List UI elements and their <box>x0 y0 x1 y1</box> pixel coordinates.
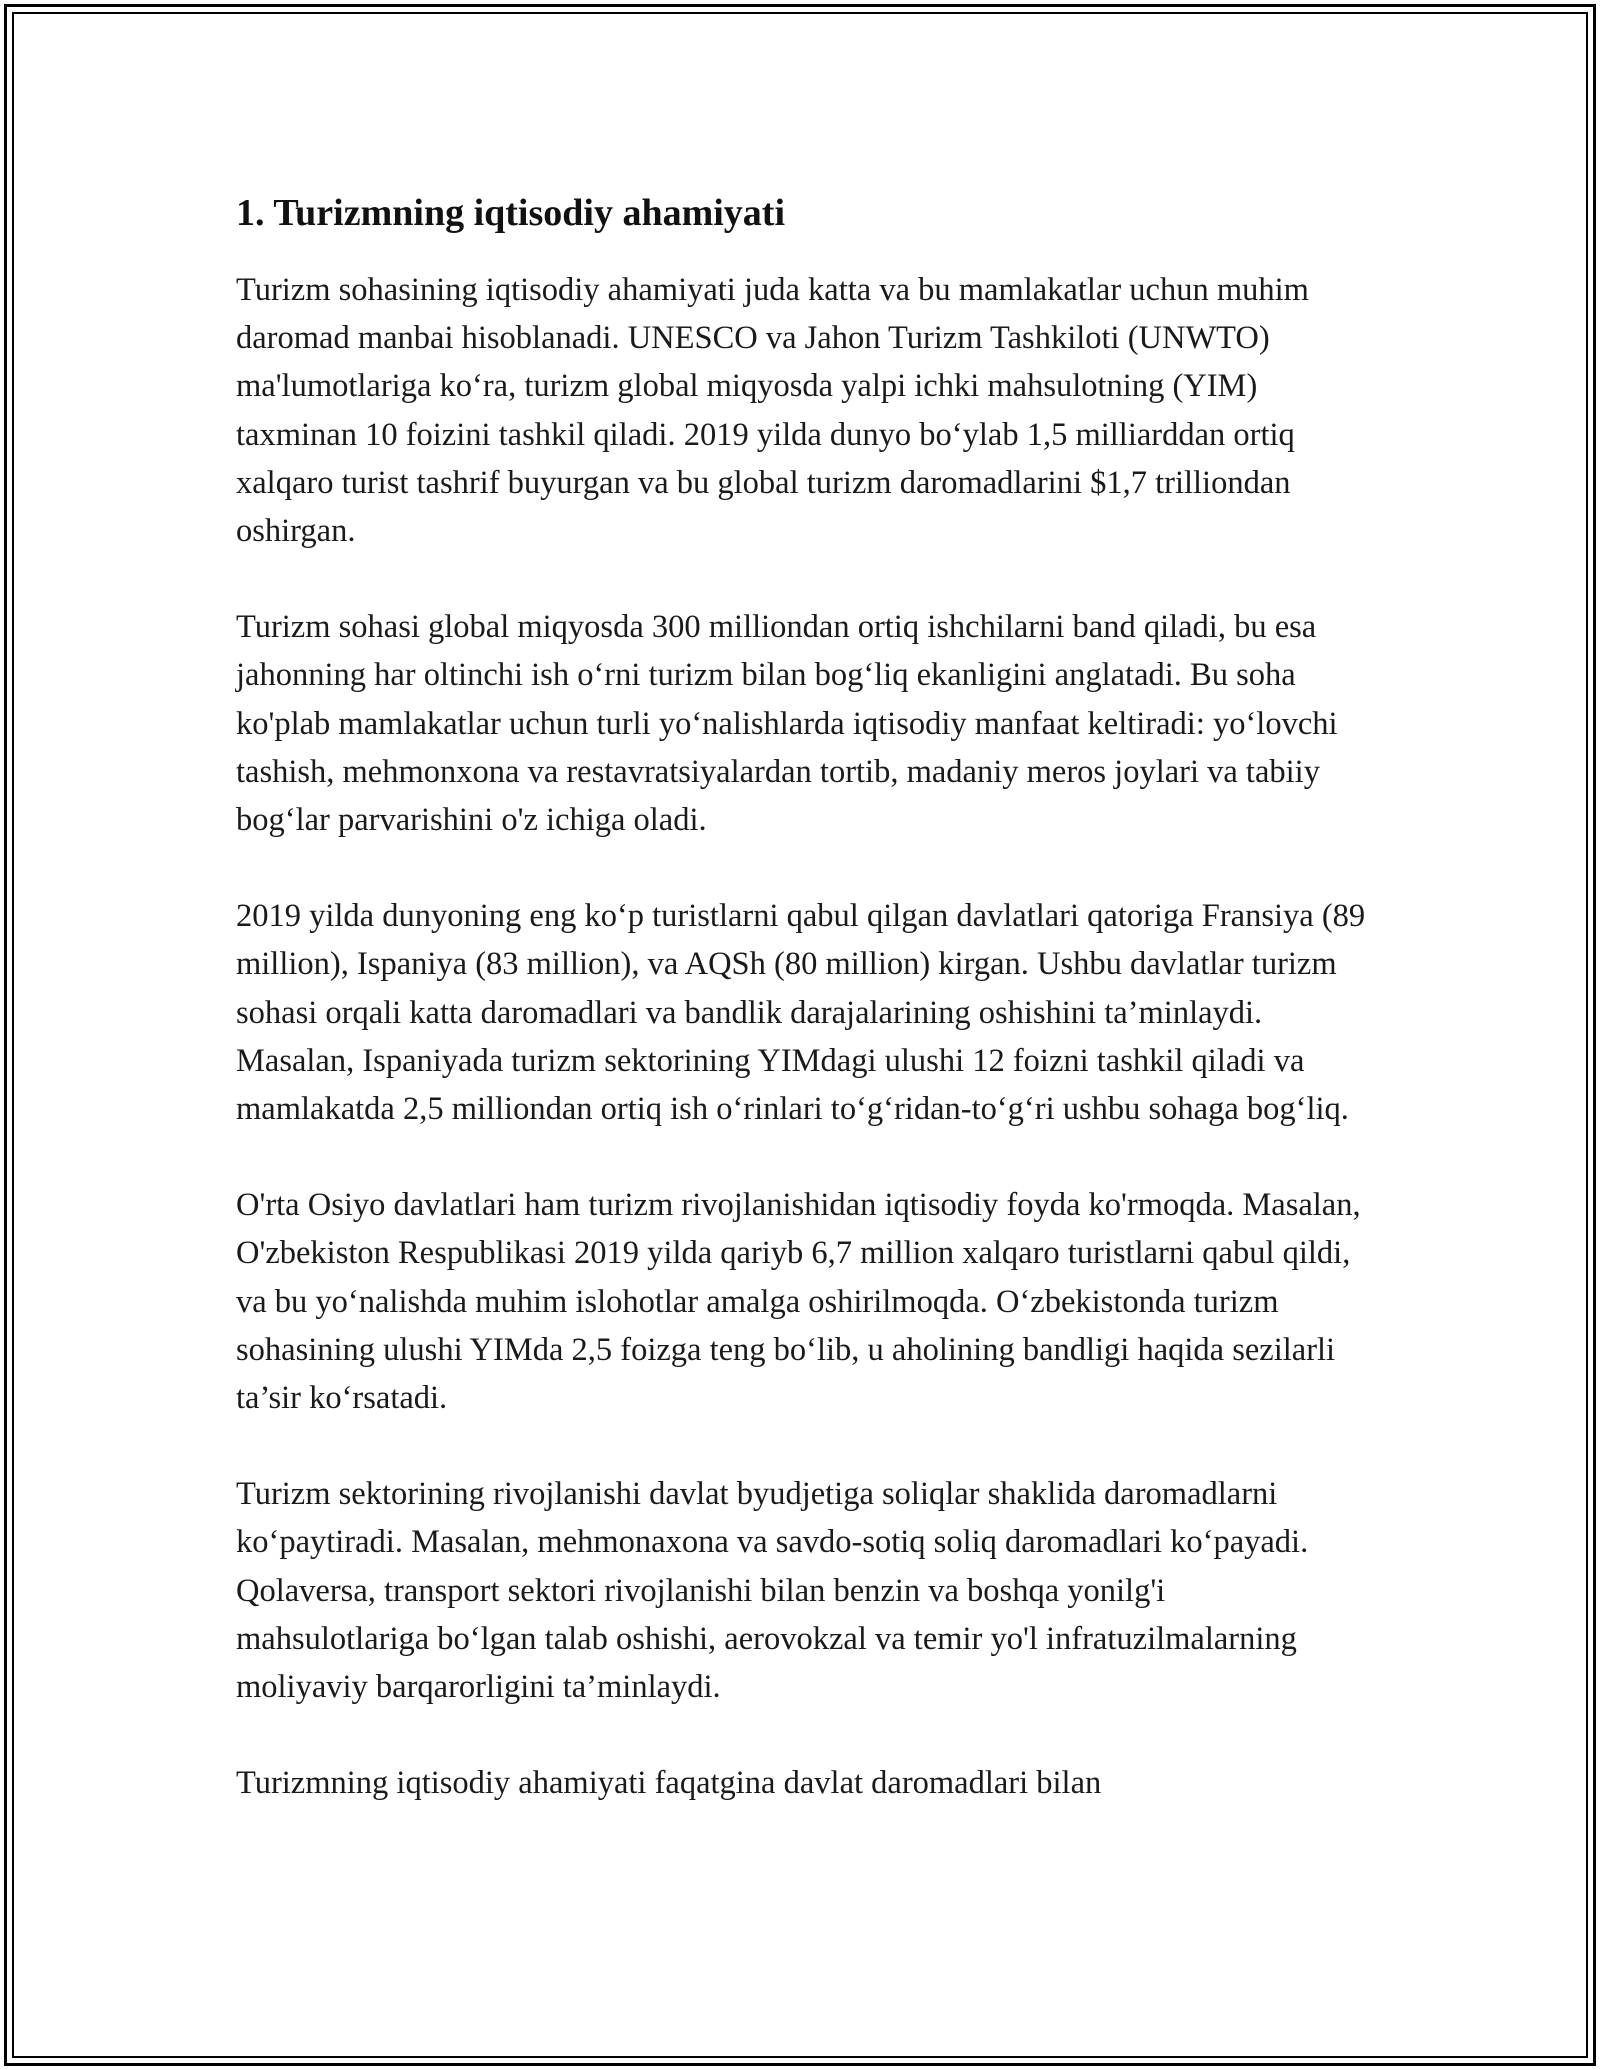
paragraph-4: O'rta Osiyo davlatlari ham turizm rivojlanishidan iqtisodiy foyda ko'rmoqda. Masalan, O'zbekiston Respublikasi 2019 yilda qariyb 6,7 million xalqaro turistlarni qabul qildi, va bu yo‘nalishda muhim islohotlar amalga oshirilmoqda. O‘zbekistonda turizm sohasining ulushi YIMda 2,5 foizga teng bo‘lib, u aholining bandligi haqida sezilarli ta’sir ko‘rsatadi. <box>236 1187 1361 1417</box>
paragraph-5: Turizm sektorining rivojlanishi davlat byudjetiga soliqlar shaklida daromadlarni ko‘paytiradi. Masalan, mehmonaxona va savdo-sotiq soliq daromadlari ko‘payadi. Qolaversa, transport sektori rivojlanishi bilan benzin va boshqa yonilg'i mahsulotlariga bo‘lgan talab oshishi, aerovokzal va temir yo'l infratuzilmalarning moliyaviy barqarorligini ta’minlaydi. <box>236 1476 1309 1706</box>
paragraph-6: Turizmning iqtisodiy ahamiyati faqatgina davlat daromadlari bilan <box>236 1765 1102 1802</box>
section-heading: 1. Turizmning iqtisodiy ahamiyati <box>236 192 786 234</box>
paragraph-3: 2019 yilda dunyoning eng ko‘p turistlarni qabul qilgan davlatlari qatoriga Fransiya (89 million), Ispaniya (83 million), va AQSh (80 million) kirgan. Ushbu davlatlar turizm sohasi orqali katta daromadlari va bandlik darajalarining oshishini ta’minlaydi. Masalan, Ispaniyada turizm sektorining YIMdagi ulushi 12 foizni tashkil qiladi va mamlakatda 2,5 milliondan ortiq ish o‘rinlari to‘g‘ridan-to‘g‘ri ushbu sohaga bog‘liq. <box>236 898 1366 1128</box>
paragraph-2: Turizm sohasi global miqyosda 300 milliondan ortiq ishchilarni band qiladi, bu esa jahonning har oltinchi ish o‘rni turizm bilan bog‘liq ekanligini anglatadi. Bu soha ko'plab mamlakatlar uchun turli yo‘nalishlarda iqtisodiy manfaat keltiradi: yo‘lovchi tashish, mehmonxona va restavratsiyalardan tortib, madaniy meros joylari va tabiiy bog‘lar parvarishini o'z ichiga oladi. <box>236 609 1338 839</box>
document-body <box>236 188 1366 1855</box>
paragraph-1: Turizm sohasining iqtisodiy ahamiyati juda katta va bu mamlakatlar uchun muhim daromad manbai hisoblanadi. UNESCO va Jahon Turizm Tashkiloti (UNWTO) ma'lumotlariga ko‘ra, turizm global miqyosda yalpi ichki mahsulotning (YIM) taxminan 10 foizini tashkil qiladi. 2019 yilda dunyo bo‘ylab 1,5 milliarddan ortiq xalqaro turist tashrif buyurgan va bu global turizm daromadlarini $1,7 trilliondan oshirgan. <box>236 272 1309 550</box>
